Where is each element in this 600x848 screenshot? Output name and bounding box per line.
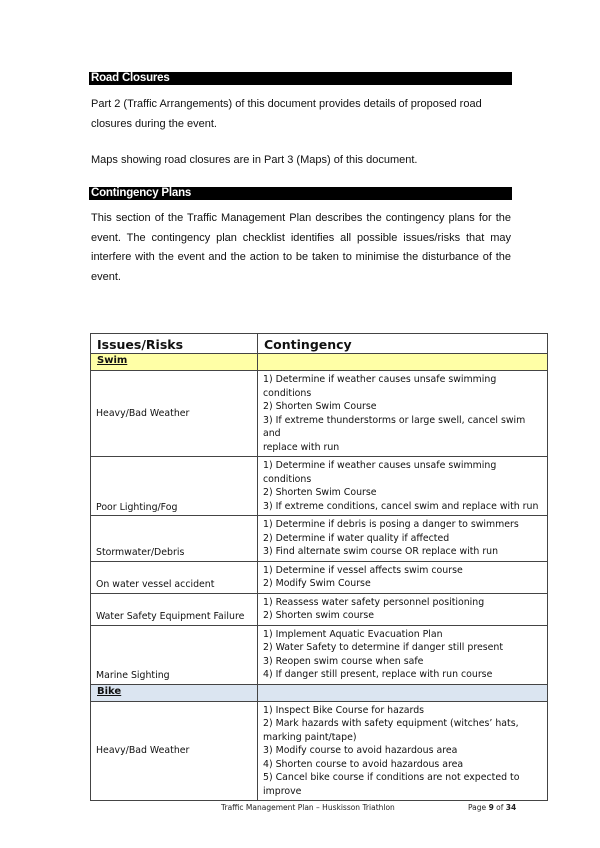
contingency-cell xyxy=(258,701,548,801)
contingency-line: 1) Inspect Bike Course for hazards xyxy=(263,704,425,716)
table-row xyxy=(91,701,548,801)
footer-page-total: 34 xyxy=(505,803,517,812)
contingency-line: 1) Reassess water safety personnel positioning xyxy=(263,596,485,608)
table-row xyxy=(91,625,548,684)
table-row xyxy=(91,561,548,593)
footer-page-prefix: Page xyxy=(468,803,487,812)
table-row xyxy=(91,593,548,625)
issue-cell: Heavy/Bad Weather xyxy=(91,701,258,801)
contingency-line: 1) Determine if debris is posing a danger to swimmers xyxy=(263,519,519,530)
issue-cell: On water vessel accident xyxy=(91,561,258,593)
contingency-line: 4) If danger still present, replace with run course xyxy=(263,669,493,680)
contingency-line: 2) Mark hazards with safety equipment (witches’ hats, xyxy=(263,718,519,729)
group-label-swim: Swim xyxy=(91,354,258,371)
header-contingency: Contingency xyxy=(258,334,548,354)
footer-page-current: 9 xyxy=(488,803,494,812)
contingency-line: 2) Shorten Swim Course xyxy=(263,487,377,498)
contingency-line: 1) Determine if vessel affects swim course xyxy=(263,564,463,576)
contingency-line: 3) Find alternate swim course OR replace with run xyxy=(263,546,499,557)
issue-cell: Water Safety Equipment Failure xyxy=(91,593,258,625)
contingency-line: 3) Reopen swim course when safe xyxy=(263,655,424,667)
footer-title: Traffic Management Plan – Huskisson Triathlon xyxy=(221,803,395,812)
issue-cell: Poor Lighting/Fog xyxy=(91,457,258,516)
issue-cell: Stormwater/Debris xyxy=(91,516,258,562)
footer-page-number xyxy=(468,803,516,812)
contingency-line: improve xyxy=(263,785,302,797)
group-row-swim xyxy=(91,354,548,371)
issue-cell: Marine Sighting xyxy=(91,625,258,684)
contingency-line: replace with run xyxy=(263,441,340,453)
contingency-plans-heading: Contingency Plans xyxy=(89,187,512,200)
contingency-line: 1) Determine if weather causes unsafe swimming conditions xyxy=(263,460,497,485)
contingency-line: 2) Water Safety to determine if danger still present xyxy=(263,642,503,653)
group-label-bike: Bike xyxy=(91,684,258,701)
contingency-line: 3) If extreme conditions, cancel swim and replace with run xyxy=(263,500,539,512)
contingency-cell xyxy=(258,625,548,684)
contingency-line: 3) Modify course to avoid hazardous area xyxy=(263,745,458,756)
road-closures-heading: Road Closures xyxy=(89,72,512,85)
contingency-cell xyxy=(258,516,548,562)
contingency-cell xyxy=(258,561,548,593)
contingency-line: 2) Determine if water quality if affected xyxy=(263,532,450,544)
road-closures-paragraph-2: Maps showing road closures are in Part 3 (Maps) of this document. xyxy=(91,154,418,166)
table-row xyxy=(91,457,548,516)
contingency-cell xyxy=(258,593,548,625)
header-issues-risks: Issues/Risks xyxy=(91,334,258,354)
contingency-line: marking paint/tape) xyxy=(263,731,357,743)
issue-cell: Heavy/Bad Weather xyxy=(91,371,258,457)
group-row-bike xyxy=(91,684,548,701)
table-row xyxy=(91,516,548,562)
contingency-paragraph: This section of the Traffic Management Plan describes the contingency plans for the event. The contingency plan checklist identifies all possible issues/risks that may interfere with the event and the action to be taken to minimise the disturbance of the event. xyxy=(91,212,511,283)
contingency-line: 3) If extreme thunderstorms or large swell, cancel swim and xyxy=(263,414,526,439)
contingency-line: 5) Cancel bike course if conditions are not expected to xyxy=(263,772,520,783)
contingency-cell xyxy=(258,457,548,516)
contingency-line: 2) Shorten swim course xyxy=(263,610,375,621)
contingency-line: 4) Shorten course to avoid hazardous area xyxy=(263,758,464,770)
contingency-line: 1) Determine if weather causes unsafe swimming conditions xyxy=(263,374,497,399)
contingency-cell xyxy=(258,371,548,457)
table-row xyxy=(91,371,548,457)
contingency-table xyxy=(90,333,548,801)
road-closures-paragraph-1: Part 2 (Traffic Arrangements) of this document provides details of proposed road closures during the event. xyxy=(91,98,482,130)
contingency-line: 2) Modify Swim Course xyxy=(263,578,371,589)
footer-page-of: of xyxy=(496,803,504,812)
contingency-line: 1) Implement Aquatic Evacuation Plan xyxy=(263,628,443,640)
contingency-line: 2) Shorten Swim Course xyxy=(263,401,377,412)
